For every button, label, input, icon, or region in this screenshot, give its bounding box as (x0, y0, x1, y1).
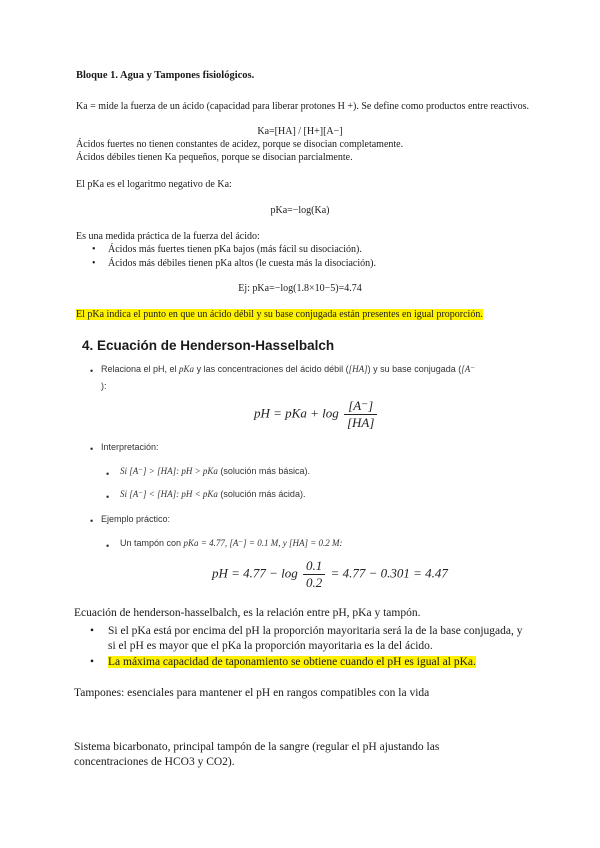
interp-item: Si [A⁻] < [HA]: pH < pKa (solución más ácida). (120, 489, 306, 499)
strong-acids-line: Ácidos fuertes no tienen constantes de acidez, porque se disocian completamente. (76, 139, 404, 150)
list-item: • Si el pKa está por encima del pH la proporción mayoritaria será la de la base conjugada, y si el pH es mayor que el pKa la proporción mayoritaria es la del ácido. (90, 625, 523, 652)
henderson-equation: pH = pKa + log $\frac{[A^-]}{[HA]}$ (254, 398, 379, 431)
buffers-line: Tampones: esenciales para mantener el pH en rangos compatibles con la vida (74, 687, 430, 699)
bullet-icon: • (92, 258, 96, 269)
equation-fraction: $\frac{[A^-]}{[HA]}$ (344, 398, 377, 431)
interpretation-label: Interpretación: (101, 442, 159, 452)
henderson-heading: 4. Ecuación de Henderson-Hasselbalch (82, 338, 335, 353)
relation-close: ): (101, 381, 107, 391)
practical-intro: Es una medida práctica de la fuerza del ácido: (76, 231, 260, 242)
bullet-icon: • (106, 541, 110, 551)
bullet-icon: • (90, 625, 95, 637)
bullet-icon: • (90, 366, 94, 376)
ka-definition: Ka = mide la fuerza de un ácido (capacidad para liberar protones H +). Se define como productos entre reactivos. (76, 101, 530, 112)
example-calculation: pH = 4.77 − log $\frac{0.1}{0.2}$ = 4.77 − 0.301 = 4.47 (212, 558, 448, 590)
ka-formula: Ka=[HA] / [H+][A−] (257, 126, 343, 137)
bullet-icon: • (92, 244, 96, 255)
highlighted-pka-note: El pKa indica el punto en que un ácido débil y su base conjugada están presentes en igual proporción. (76, 309, 483, 320)
example-label: Ejemplo práctico: (101, 514, 171, 524)
pka-definition: El pKa es el logaritmo negativo de Ka: (76, 179, 232, 190)
pka-example: Ej: pKa=−log(1.8×10−5)=4.74 (238, 283, 362, 294)
weak-acids-line: Ácidos débiles tienen Ka pequeños, porque se disocian parcialmente. (76, 152, 353, 163)
calc-fraction: $\frac{0.1}{0.2}$ (303, 558, 325, 591)
list-item: • La máxima capacidad de taponamiento se obtiene cuando el pH es igual al pKa. (90, 656, 476, 668)
bullet-icon: • (90, 656, 95, 668)
hh-summary: Ecuación de henderson-hasselbalch, es la relación entre pH, pKa y tampón. (74, 607, 421, 619)
bullet-icon: • (106, 469, 110, 479)
interp-item: Si [A⁻] > [HA]: pH > pKa (solución más básica). (120, 466, 310, 476)
bullet-icon: • (106, 492, 110, 502)
relation-text: Relaciona el pH, el pKa y las concentraciones del ácido débil ([HA]) y su base conjugada ([A⁻ (101, 364, 475, 374)
list-item: • Ácidos más débiles tienen pKa altos (le cuesta más la disociación). (92, 258, 376, 269)
list-item: • Ácidos más fuertes tienen pKa bajos (más fácil su disociación). (92, 244, 362, 255)
section-title: Bloque 1. Agua y Tampones fisiológicos. (76, 70, 255, 81)
bicarbonate-line: Sistema bicarbonato, principal tampón de la sangre (regular el pH ajustando las concentraciones de HCO3 y CO2). (74, 741, 440, 768)
bullet-icon: • (90, 444, 94, 454)
pka-formula: pKa=−log(Ka) (270, 205, 330, 216)
bullet-icon: • (90, 516, 94, 526)
example-text: Un tampón con pKa = 4.77, [A⁻] = 0.1 M, y [HA] = 0.2 M: (120, 538, 343, 548)
